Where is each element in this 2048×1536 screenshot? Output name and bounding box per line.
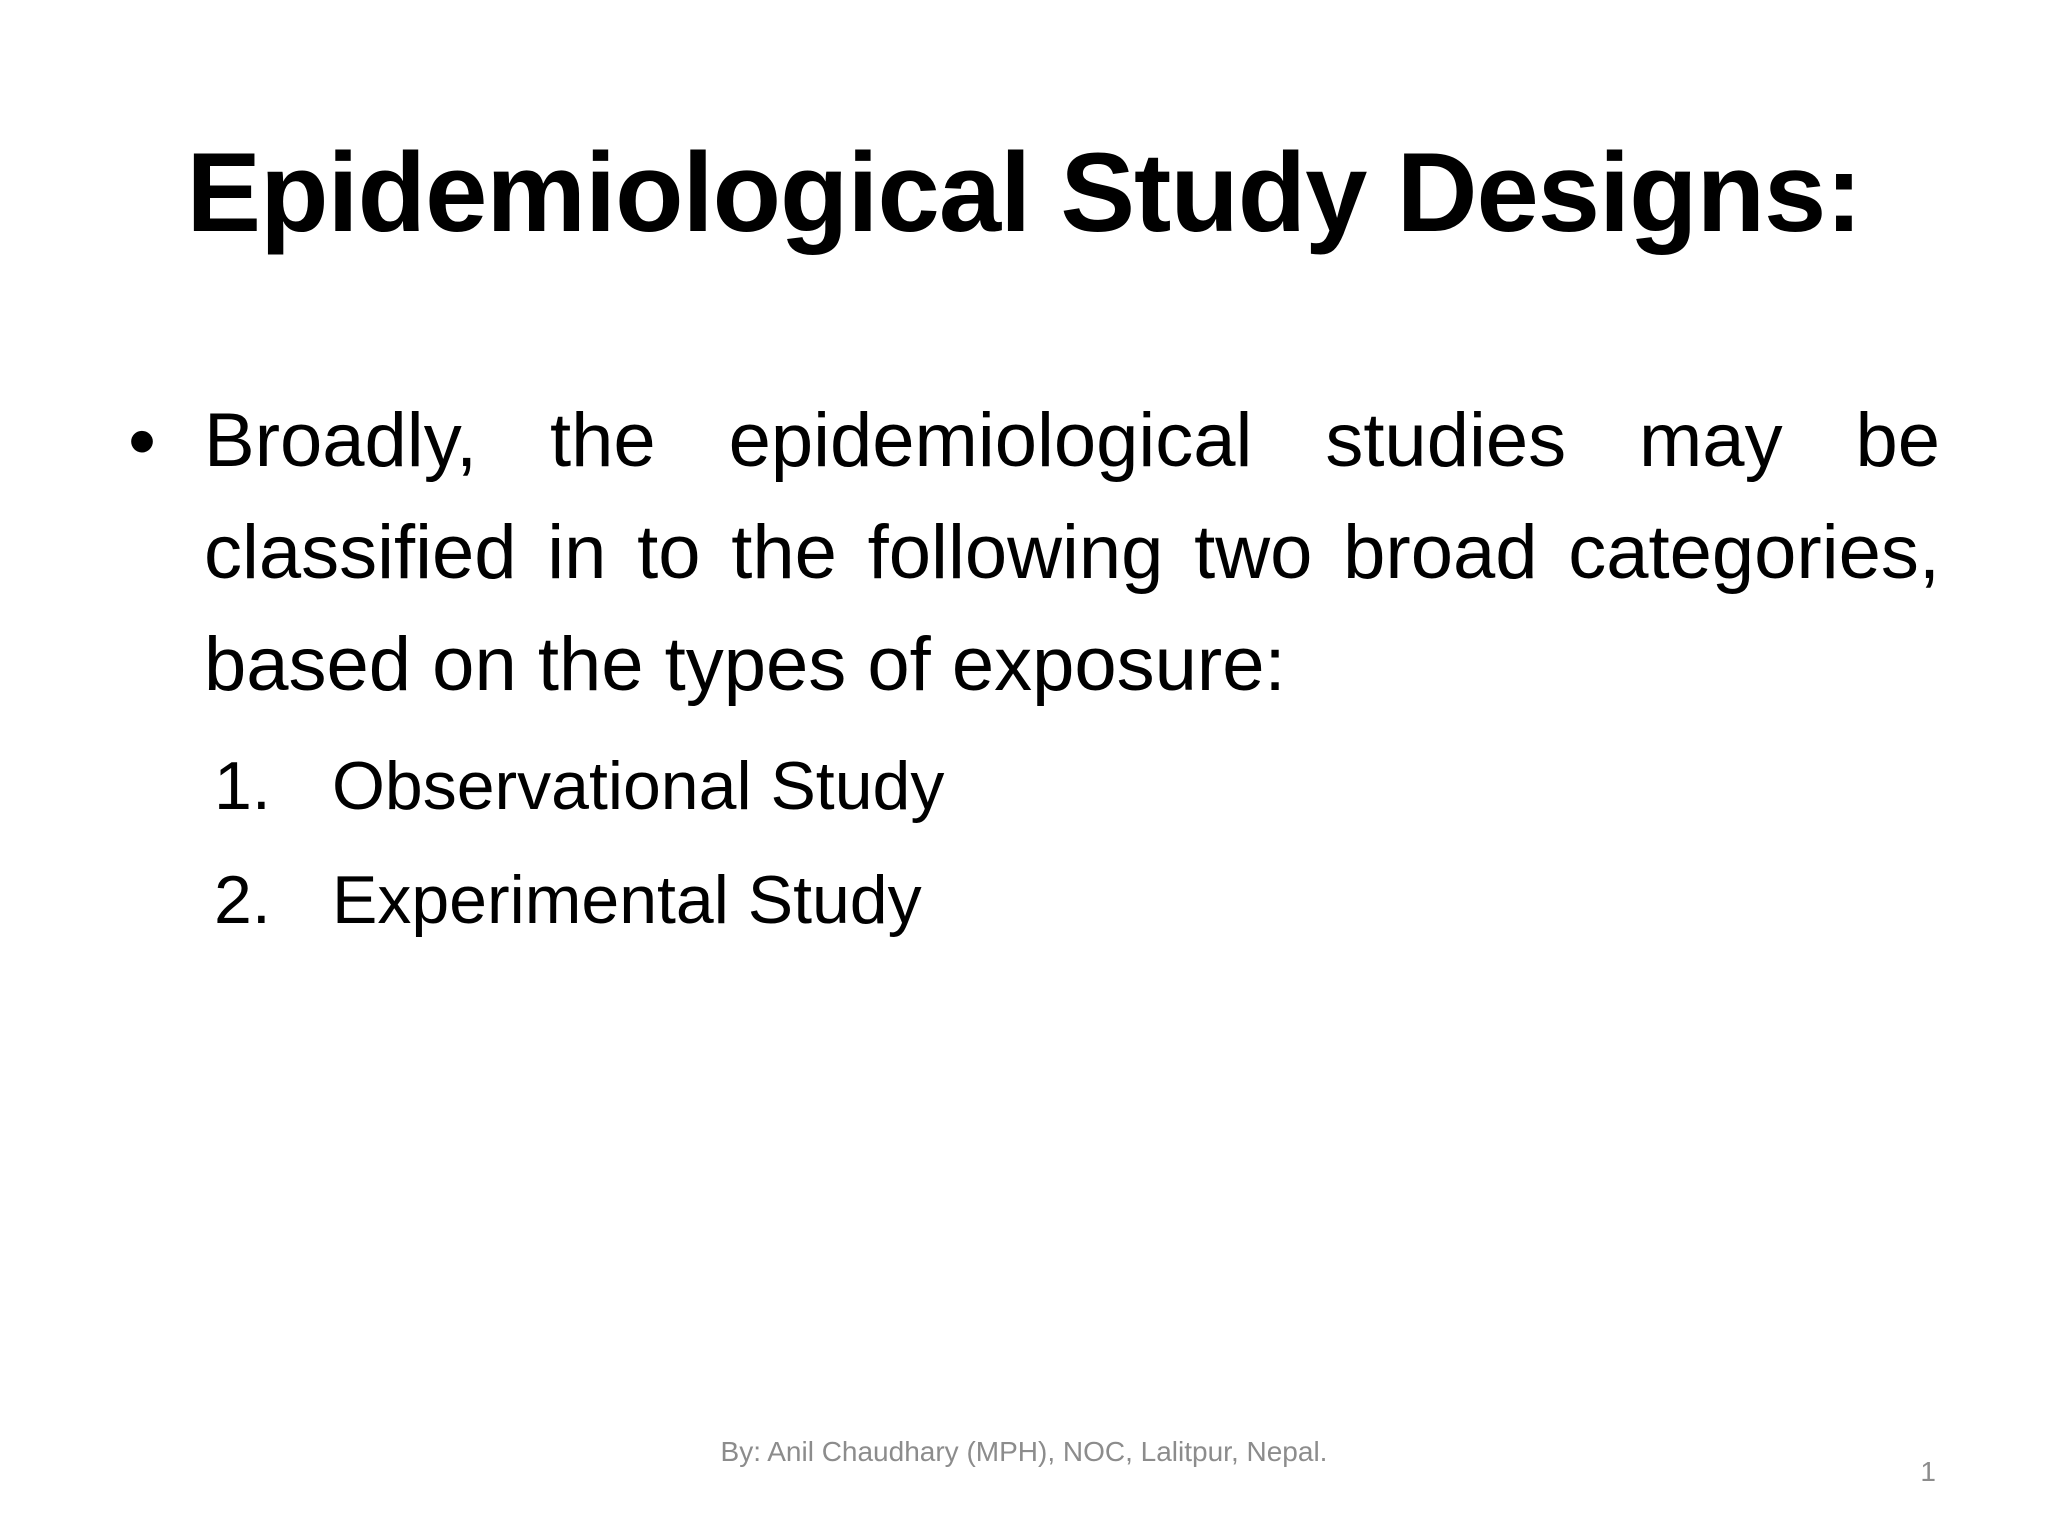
numbered-list [128,729,1940,957]
slide-footer: By: Anil Chaudhary (MPH), NOC, Lalitpur, Nepal. [720,1436,1328,1467]
bullet-text: Broadly, the epidemiological studies may be classified in to the following two broad categories, based on the types of exposure: [204,398,1940,707]
list-item-text: Observational Study [332,748,945,824]
page-number: 1 [1920,1456,1936,1487]
slide-content [128,385,1940,957]
list-item-number: 2. [214,862,271,938]
list-item-number: 1. [214,748,271,824]
bullet-icon: • [128,396,157,485]
bullet-item [128,385,1940,721]
slide-title: Epidemiological Study Designs: [186,130,1862,255]
list-item [128,729,1940,843]
list-item-text: Experimental Study [332,862,922,938]
list-item [128,843,1940,957]
